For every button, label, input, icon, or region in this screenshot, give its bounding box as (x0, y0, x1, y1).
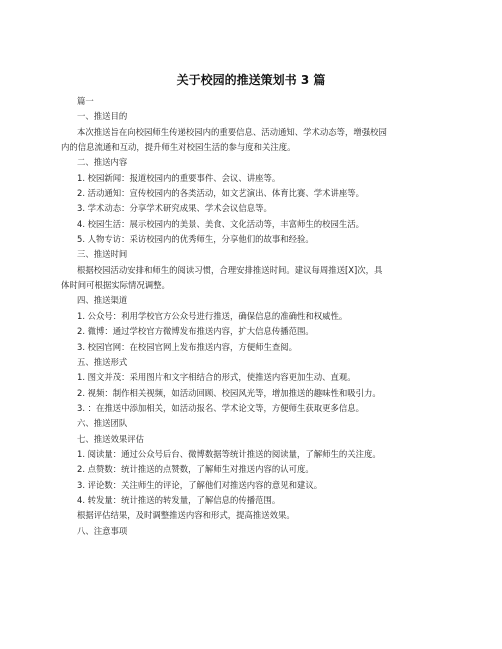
document-title: 关于校园的推送策划书 3 篇 (176, 73, 326, 87)
document-line: 八、注意事项 (77, 525, 128, 536)
document-line: 七、推送效果评估 (77, 433, 144, 444)
document-line: 六、推送团队 (77, 418, 128, 429)
document-line: 1. 阅读量：通过公众号后台、微博数据等统计推送的阅读量，了解师生的关注度。 (77, 448, 381, 459)
document-line: 一、推送目的 (77, 111, 128, 122)
document-line: 本次推送旨在向校园师生传递校园内的重要信息、活动通知、学术动态等，增强校园 (77, 126, 387, 137)
document-line: 体时间可根据实际情况调整。 (61, 280, 170, 291)
document-line: 2. 活动通知：宣传校园内的各类活动，如文艺演出、体育比赛、学术讲座等。 (77, 188, 365, 199)
document-line: 1. 校园新闻：报道校园内的重要事件、会议、讲座等。 (77, 172, 281, 183)
document-line: 4. 校园生活：展示校园内的美景、美食、文化活动等，丰富师生的校园生活。 (77, 218, 365, 229)
document-line: 5. 人物专访：采访校园内的优秀师生，分享他们的故事和经验。 (77, 234, 314, 245)
document-line: 四、推送渠道 (77, 295, 128, 306)
document-line: 三、推送时间 (77, 249, 128, 260)
document-line: 3. 评论数：关注师生的评论，了解他们对推送内容的意见和建议。 (77, 479, 323, 490)
document-line: 3. 学术动态：分享学术研究成果、学术会议信息等。 (77, 203, 272, 214)
document-line: 3. ：在推送中添加相关，如活动报名、学术论文等，方便师生获取更多信息。 (77, 402, 365, 413)
document-line: 内的信息流通和互动，提升师生对校园生活的参与度和关注度。 (61, 142, 296, 153)
document-line: 2. 点赞数：统计推送的点赞数，了解师生对推送内容的认可度。 (77, 464, 314, 475)
document-line: 2. 视频：制作相关视频，如活动回顾、校园风光等，增加推送的趣味性和吸引力。 (77, 387, 381, 398)
document-line: 4. 转发量：统计推送的转发量，了解信息的传播范围。 (77, 494, 281, 505)
document-line: 根据校园活动安排和师生的阅读习惯，合理安排推送时间。建议每周推送[X]次，具 (77, 264, 383, 275)
document-body (61, 94, 446, 539)
document-line: 五、推送形式 (77, 356, 128, 367)
document-line: 2. 微博：通过学校官方微博发布推送内容，扩大信息传播范围。 (77, 326, 314, 337)
document-line: 篇一 (77, 96, 94, 106)
document-line: 根据评估结果，及时调整推送内容和形式，提高推送效果。 (77, 510, 295, 521)
document-line: 二、推送内容 (77, 157, 128, 168)
document-line: 1. 图文并茂：采用图片和文字相结合的形式，使推送内容更加生动、直观。 (77, 372, 356, 383)
document-line: 1. 公众号：利用学校官方公众号进行推送，确保信息的准确性和权威性。 (77, 310, 348, 321)
document-line: 3. 校园官网：在校园官网上发布推送内容，方便师生查阅。 (77, 341, 298, 352)
